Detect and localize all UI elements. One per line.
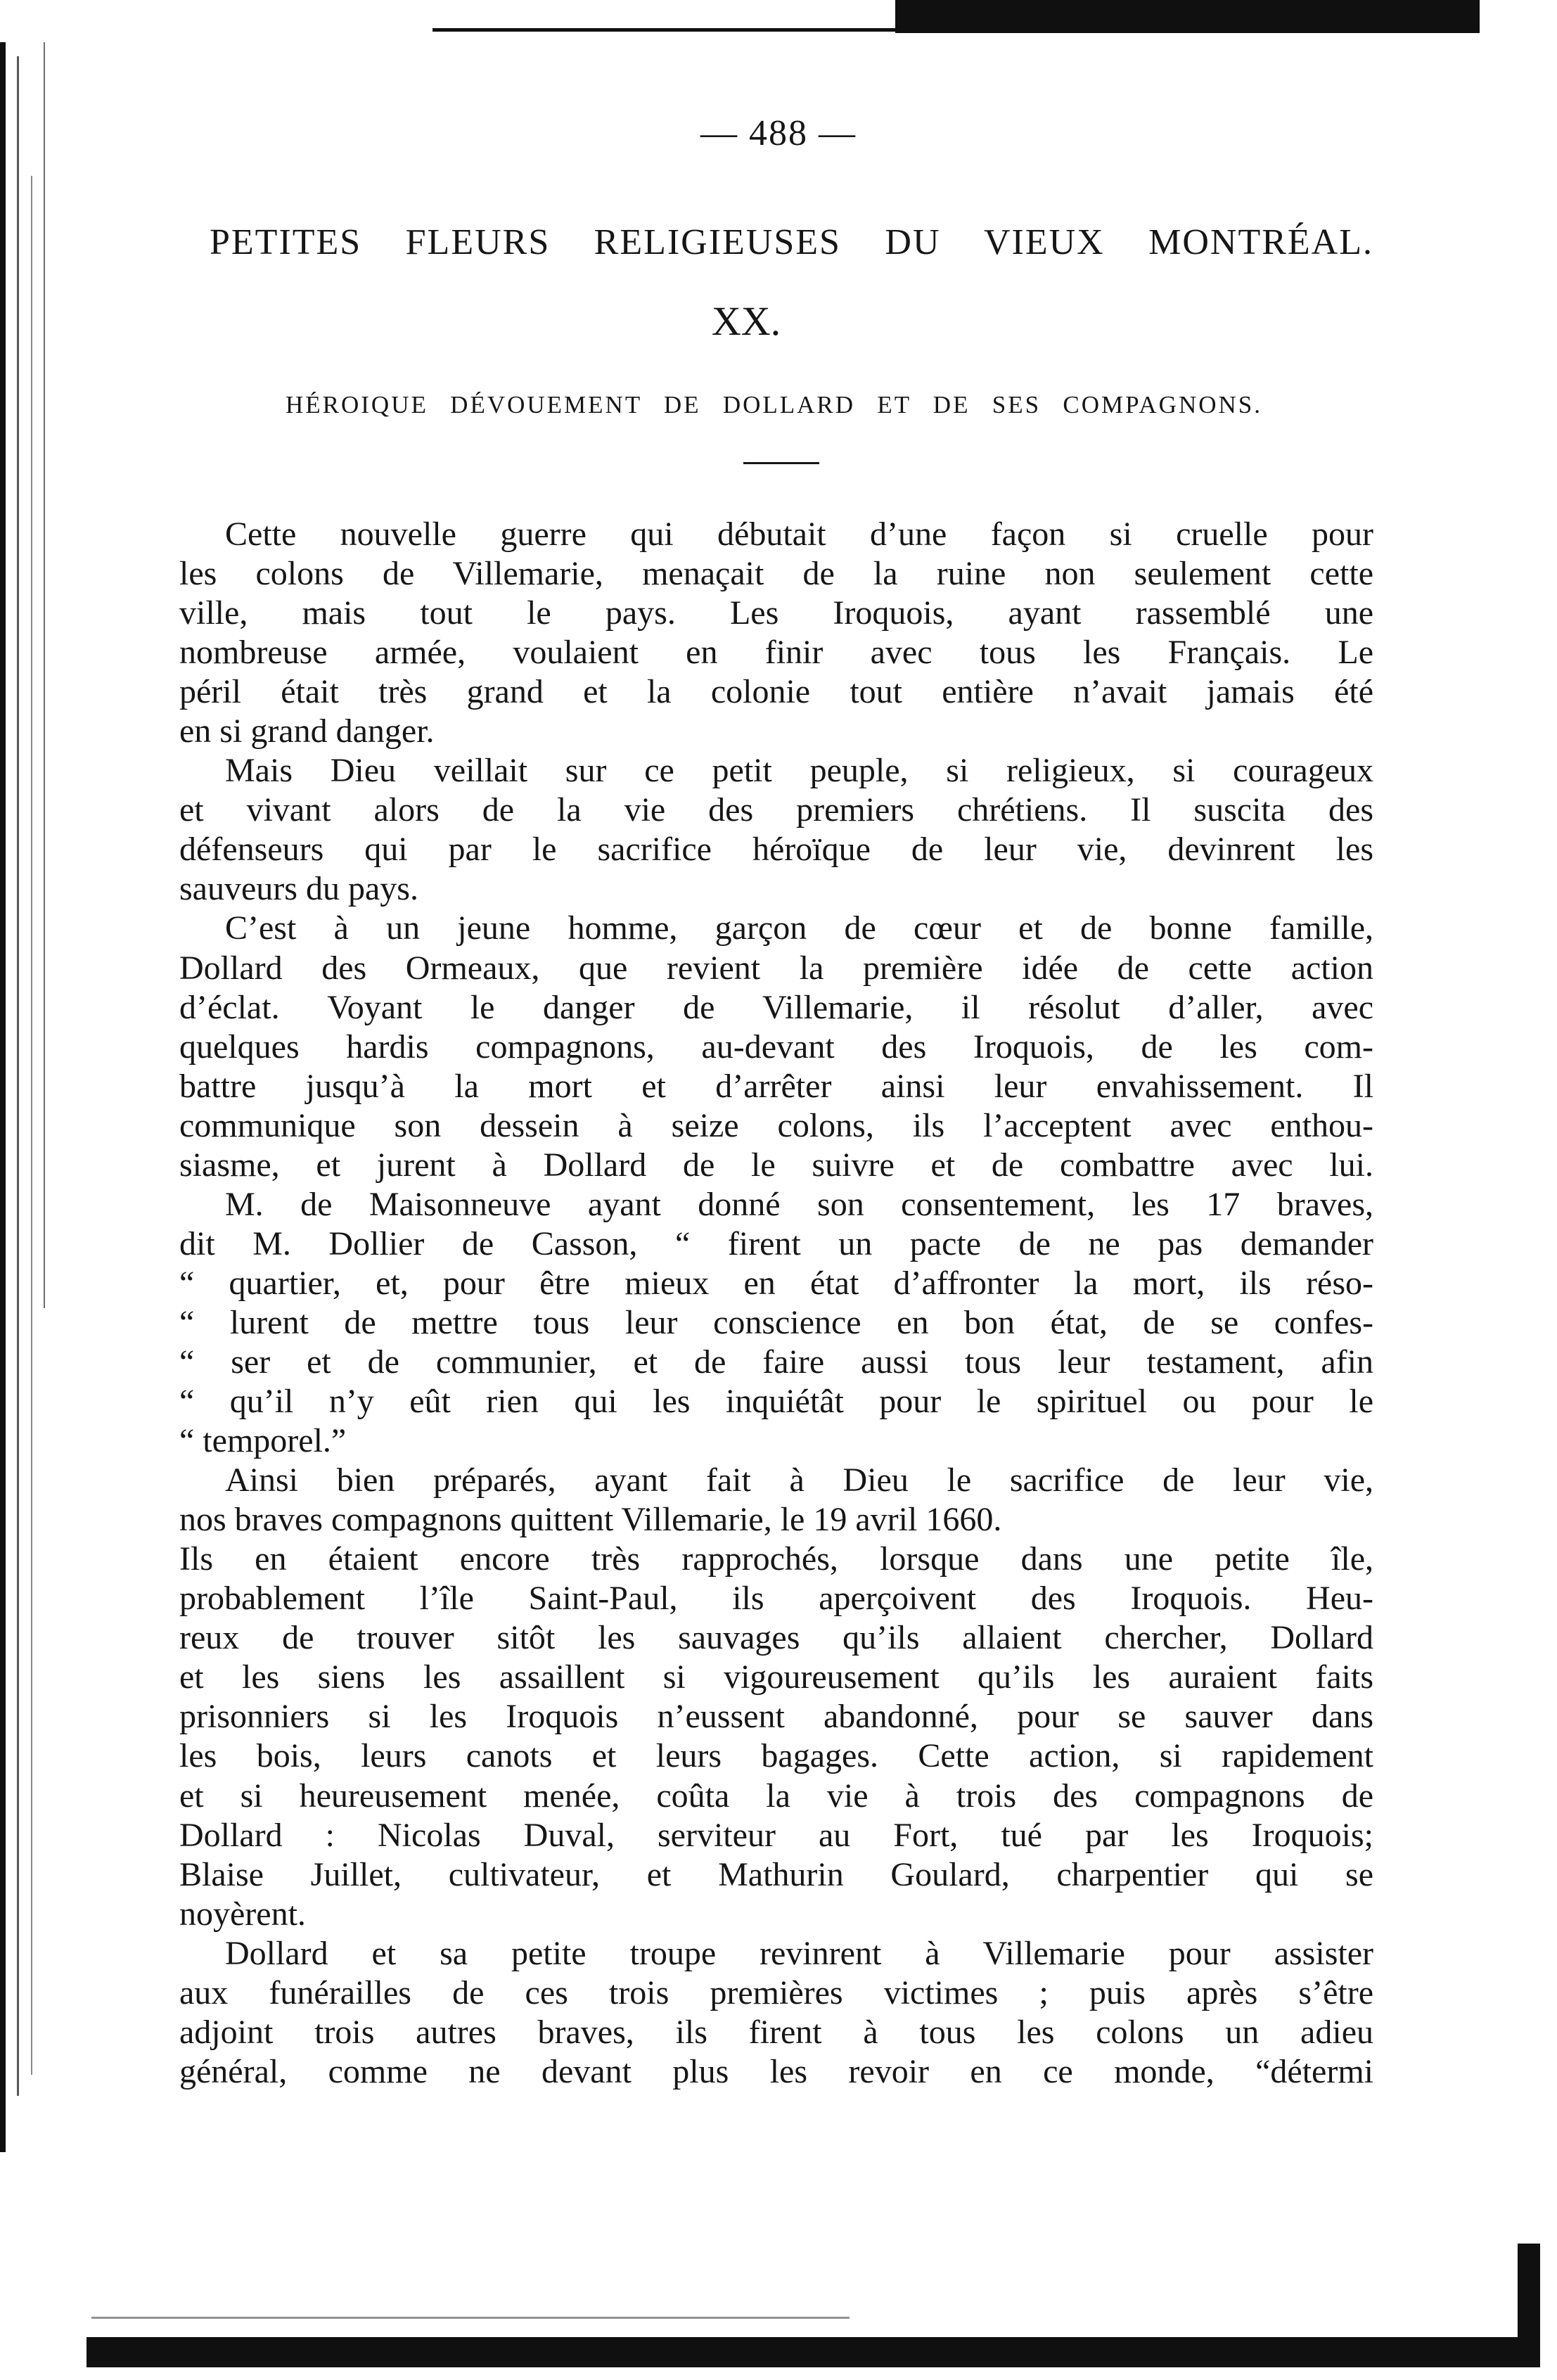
body-line: les colons de Villemarie, menaçait de la ruine non seulement cette	[179, 555, 1373, 593]
scan-edge-bottom-dotted	[91, 2317, 850, 2319]
body-line: nos braves compagnons quittent Villemarie, le 19 avril 1660.	[179, 1501, 1002, 1539]
scan-edge-top-line	[432, 28, 895, 32]
body-line: aux funérailles de ces trois premières victimes ; puis après s’être	[179, 1973, 1373, 2011]
paragraph	[179, 515, 1373, 751]
body-line: communique son dessein à seize colons, ils l’acceptent avec enthou-	[179, 1106, 1373, 1144]
body-line: “ lurent de mettre tous leur conscience en bon état, de se confes-	[179, 1303, 1373, 1341]
body-line: adjoint trois autres braves, ils firent à tous les colons un adieu	[179, 2013, 1373, 2051]
body-line: Ils en étaient encore très rapprochés, lorsque dans une petite île,	[179, 1540, 1373, 1578]
body-line: ville, mais tout le pays. Les Iroquois, ayant rassemblé une	[179, 594, 1373, 632]
scan-edge-left-line	[17, 56, 19, 2096]
paragraph	[179, 1185, 1373, 1461]
body-line: “ ser et de communier, et de faire aussi tous leur testament, afin	[179, 1343, 1373, 1381]
body-line: Blaise Juillet, cultivateur, et Mathurin Goulard, charpentier qui se	[179, 1855, 1373, 1893]
body-line: Cette nouvelle guerre qui débutait d’une façon si cruelle pour	[225, 516, 1373, 553]
body-line: “ temporel.”	[179, 1422, 347, 1460]
body-line: noyèrent.	[179, 1895, 306, 1933]
body-text	[179, 515, 1373, 2092]
body-line: Dollard et sa petite troupe revinrent à Villemarie pour assister	[225, 1934, 1373, 1972]
scan-edge-left-line	[44, 42, 45, 1308]
body-line: siasme, et jurent à Dollard de le suivre et de combattre avec lui.	[179, 1146, 1373, 1184]
body-line: M. de Maisonneuve ayant donné son consentement, les 17 braves,	[225, 1185, 1373, 1223]
body-line: d’éclat. Voyant le danger de Villemarie, il résolut d’aller, avec	[179, 988, 1373, 1026]
body-line: sauveurs du pays.	[179, 870, 418, 908]
body-line: Mais Dieu veillait sur ce petit peuple, si religieux, si courageux	[225, 752, 1373, 790]
body-line: Dollard : Nicolas Duval, serviteur au Fort, tué par les Iroquois;	[179, 1816, 1373, 1854]
paragraph	[179, 751, 1373, 909]
body-line: reux de trouver sitôt les sauvages qu’ils allaient chercher, Dollard	[179, 1619, 1373, 1657]
body-line: “ quartier, et, pour être mieux en état d’affronter la mort, ils réso-	[179, 1264, 1373, 1302]
body-line: prisonniers si les Iroquois n’eussent abandonné, pour se sauver dans	[179, 1698, 1373, 1736]
paragraph	[179, 909, 1373, 1184]
paragraph	[179, 1934, 1373, 2092]
body-line: C’est à un jeune homme, garçon de cœur et de bonne famille,	[225, 909, 1373, 947]
running-title: PETITES FLEURS RELIGIEUSES DU VIEUX MONTRÉAL.	[210, 222, 1373, 262]
scan-edge-bottom-bar	[86, 2337, 1523, 2367]
body-line: dit M. Dollier de Casson, “ firent un pacte de ne pas demander	[179, 1224, 1373, 1262]
body-line: quelques hardis compagnons, au-devant des Iroquois, de les com-	[179, 1028, 1373, 1066]
body-line: “ qu’il n’y eût rien qui les inquiétât pour le spirituel ou pour le	[179, 1383, 1373, 1421]
title-rule	[743, 462, 819, 464]
body-line: les bois, leurs canots et leurs bagages. Cette action, si rapidement	[179, 1737, 1373, 1775]
body-line: défenseurs qui par le sacrifice héroïque de leur vie, devinrent les	[179, 831, 1373, 869]
body-line: péril était très grand et la colonie tout entière n’avait jamais été	[179, 673, 1373, 711]
body-line: et vivant alors de la vie des premiers chrétiens. Il suscita des	[179, 791, 1373, 829]
body-line: général, comme ne devant plus les revoir en ce monde, “détermi	[179, 2052, 1373, 2090]
page-number: — 488 —	[700, 113, 857, 153]
body-line: Dollard des Ormeaux, que revient la première idée de cette action	[179, 949, 1373, 987]
scan-edge-left-line	[31, 176, 32, 2075]
chapter-number: XX.	[711, 298, 781, 344]
body-line: Ainsi bien préparés, ayant fait à Dieu le sacrifice de leur vie,	[225, 1461, 1373, 1499]
paragraph	[179, 1461, 1373, 1540]
body-line: et les siens les assaillent si vigoureusement qu’ils les auraient faits	[179, 1658, 1373, 1696]
scan-edge-top-bar	[895, 0, 1480, 33]
scan-edge-right-mark	[1518, 2244, 1540, 2367]
paragraph	[179, 1540, 1373, 1933]
body-line: probablement l’île Saint-Paul, ils aperçoivent des Iroquois. Heu-	[179, 1580, 1373, 1618]
chapter-title: HÉROIQUE DÉVOUEMENT DE DOLLARD ET DE SES COMPAGNONS.	[286, 391, 1262, 418]
body-line: en si grand danger.	[179, 712, 435, 750]
body-line: nombreuse armée, voulaient en finir avec tous les Français. Le	[179, 634, 1373, 672]
body-line: et si heureusement menée, coûta la vie à trois des compagnons de	[179, 1777, 1373, 1815]
body-line: battre jusqu’à la mort et d’arrêter ainsi leur envahissement. Il	[179, 1067, 1373, 1105]
scan-edge-left-line	[0, 42, 6, 2152]
